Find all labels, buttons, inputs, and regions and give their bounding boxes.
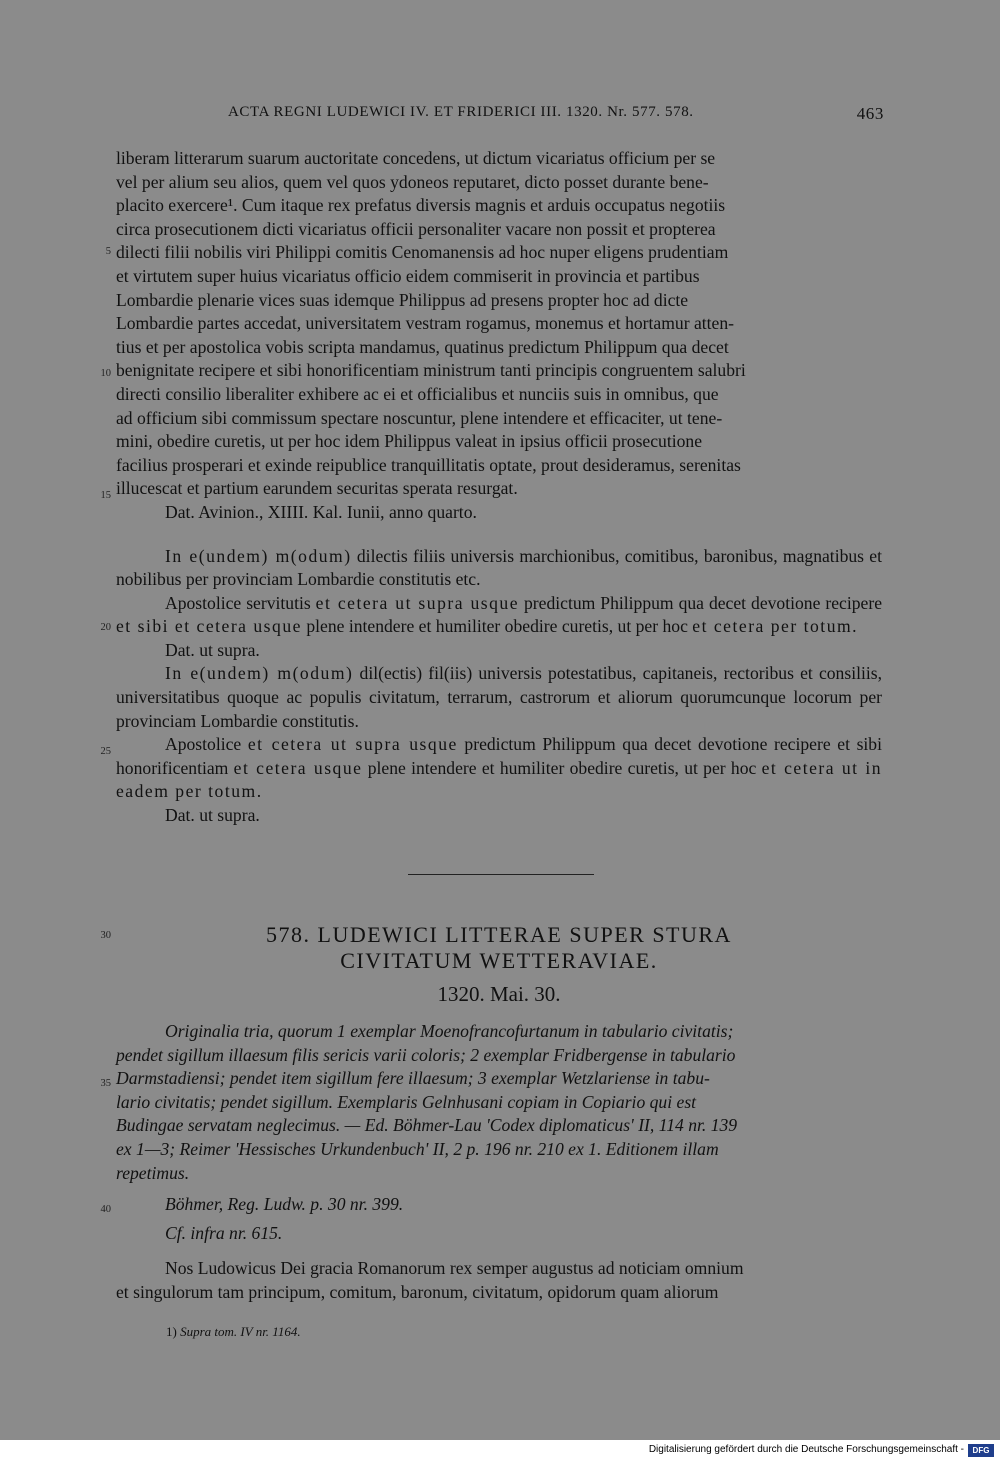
text-line: ex 1—3; Reimer 'Hessisches Urkundenbuch' II, 2 p. 196 nr. 210 ex 1. Editionem illam — [116, 1138, 719, 1159]
doc577-text — [116, 147, 882, 828]
regest-reference: Böhmer, Reg. Ludw. p. 30 nr. 399. — [165, 1194, 404, 1215]
funding-credit: Digitalisierung gefördert durch die Deutsche Forschungsgemeinschaft - — [648, 1444, 964, 1455]
line-number: 5 — [105, 246, 111, 257]
line-number: 10 — [100, 368, 111, 379]
text-line: Originalia tria, quorum 1 exemplar Moenofrancofurtanum in tabulario civitatis; — [165, 1021, 734, 1041]
text-line: et singulorum tam principum, comitum, baronum, civitatum, opidorum quam aliorum — [116, 1281, 719, 1302]
text-line: circa prosecutionem dicti vicariatus officii personaliter vacare non possit et propterea — [116, 218, 716, 239]
line-number: 20 — [100, 622, 111, 633]
line-number: 40 — [100, 1204, 111, 1215]
text-line: et virtutem super huius vicariatus officio eidem commiserit in provincia et partibus — [116, 265, 700, 286]
text-line: lario civitatis; pendet sigillum. Exemplaris Gelnhusani copiam in Copiario qui est — [116, 1091, 697, 1112]
footnote — [166, 1324, 301, 1340]
line-number: 15 — [100, 490, 111, 501]
text-line: Darmstadiensi; pendet item sigillum fere illaesum; 3 exemplar Wetzlariense in tabu- — [116, 1068, 710, 1089]
doc578-title-line-2: CIVITATUM WETTERAVIAE. — [340, 948, 658, 973]
text-line: Lombardie plenarie vices suas idemque Philippus ad presens propter hoc ad dicte — [116, 289, 689, 310]
doc577-paragraph-3: Apostolice servitutis et cetera ut supra usque predictum Philippum qua decet devotione recipere et sibi et cetera usque plene intendere et humiliter obedire curetis, ut per hoc et cetera per totum. — [116, 592, 883, 637]
text-line: dilecti filii nobilis viri Philippi comitis Cenomanensis ad hoc nuper eligens prudentiam — [116, 242, 729, 263]
text-line: pendet sigillum illaesum filis sericis varii coloris; 2 exemplar Fridbergense in tabulario — [116, 1044, 736, 1065]
dfg-logo-icon: DFG — [968, 1444, 994, 1457]
text-line: benignitate recipere et sibi honorificentiam ministrum tanti principis congruentem salubri — [116, 360, 746, 381]
text-line: Nos Ludowicus Dei gracia Romanorum rex semper augustus ad noticiam omnium — [165, 1258, 744, 1278]
doc578-date: 1320. Mai. 30. — [437, 982, 561, 1006]
running-title: ACTA REGNI LUDEWICI IV. ET FRIDERICI III. 1320. Nr. 577. 578. — [228, 104, 694, 120]
dating-clause: Dat. Avinion., XIIII. Kal. Iunii, anno quarto. — [165, 501, 477, 522]
dating-clause: Dat. ut supra. — [165, 805, 260, 826]
digitization-footer — [0, 1440, 1000, 1462]
doc578-source-notes — [116, 1020, 882, 1245]
text-line: illucescat et partium earundem securitas sperata resurgat. — [116, 478, 518, 499]
doc577-paragraph-5: Apostolice et cetera ut supra usque predictum Philippum qua decet devotione recipere et sibi honorificentiam et cetera usque plene intendere et humiliter obedire curetis, ut per hoc et cetera ut in eadem per totum. — [116, 734, 882, 802]
page-number: 463 — [856, 104, 884, 123]
cross-reference: Cf. infra nr. 615. — [165, 1222, 283, 1243]
dating-clause: Dat. ut supra. — [165, 639, 260, 660]
doc577-paragraph-4: In e(undem) m(odum) dil(ectis) fil(iis) universis potestatibus, capitaneis, rectoribus et consiliis, universitatibus quoque ac populis civitatum, terrarum, castrorum et aliorum quorumcunque locorum per provinciam Lombardie constitutis. — [116, 663, 882, 731]
text-line: facilius prosperari et exinde reipublice tranquillitatis optate, prout desideramus, serenitas — [116, 454, 741, 475]
doc578-text — [116, 1257, 882, 1304]
text-line: Lombardie partes accedat, universitatem vestram rogamus, monemus et hortamur atten- — [116, 313, 735, 334]
footnote-text: Supra tom. IV nr. 1164. — [180, 1324, 301, 1339]
text-line: Budingae servatam neglecimus. — Ed. Böhmer-Lau 'Codex diplomaticus' II, 114 nr. 139 — [116, 1115, 738, 1136]
text-line: vel per alium seu alios, quem vel quos ydoneos reputaret, dicto posset durante bene- — [116, 171, 709, 192]
doc578-title-line-1: 578. LUDEWICI LITTERAE SUPER STURA — [266, 922, 732, 947]
text-line: ad officium sibi commissum spectare noscuntur, plene intendere et efficaciter, ut tene- — [116, 407, 723, 428]
footnote-number: 1) — [166, 1324, 177, 1339]
text-line: liberam litterarum suarum auctoritate concedens, ut dictum vicariatus officium per se — [116, 148, 716, 168]
section-divider — [408, 874, 594, 875]
text-line: repetimus. — [116, 1162, 190, 1183]
line-number: 35 — [100, 1078, 111, 1089]
doc577-paragraph-1 — [116, 147, 882, 501]
text-line: tius et per apostolica vobis scripta mandamus, quatinus predictum Philippum qua decet — [116, 336, 729, 357]
text-line: placito exercere¹. Cum itaque rex prefatus diversis magnis et arduis occupatus negotiis — [116, 195, 726, 216]
doc577-paragraph-2: In e(undem) m(odum) dilectis filiis universis marchionibus, comitibus, baronibus, magnatibus et nobilibus per provinciam Lombardie constitutis etc. — [116, 545, 882, 590]
text-line: mini, obedire curetis, ut per hoc idem Philippus valeat in ipsius officii prosecutione — [116, 431, 703, 452]
line-number: 25 — [100, 746, 111, 757]
text-line: directi consilio liberaliter exhibere ac ei et officialibus et nunciis suis in omnibus, que — [116, 383, 719, 404]
line-number: 30 — [100, 930, 111, 941]
